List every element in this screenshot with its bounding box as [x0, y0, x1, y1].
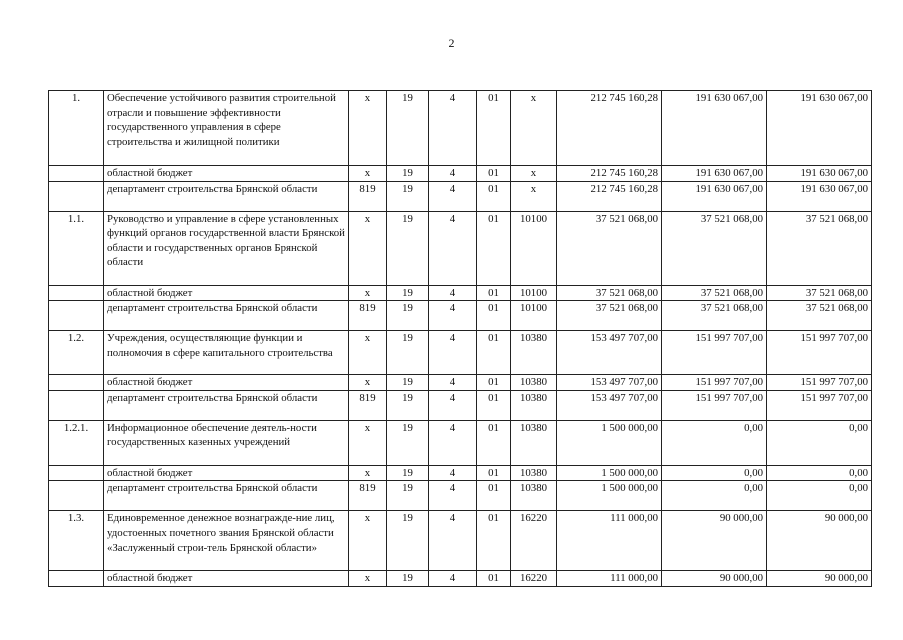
- event-code: 01: [477, 166, 511, 182]
- amount-year-2: 191 630 067,00: [662, 166, 767, 182]
- amount-year-1: 212 745 160,28: [557, 91, 662, 166]
- subprogram-code: 4: [429, 181, 477, 211]
- amount-year-1: 1 500 000,00: [557, 481, 662, 511]
- table-row: [49, 331, 872, 375]
- direction-code: х: [511, 181, 557, 211]
- direction-code: 10100: [511, 301, 557, 331]
- row-number: [49, 375, 104, 391]
- amount-year-3: 151 997 707,00: [767, 331, 872, 375]
- event-code: 01: [477, 465, 511, 481]
- amount-year-3: 37 521 068,00: [767, 211, 872, 285]
- direction-code: 10380: [511, 420, 557, 465]
- admin-code: 819: [349, 481, 387, 511]
- direction-code: 16220: [511, 511, 557, 571]
- amount-year-1: 111 000,00: [557, 571, 662, 587]
- subprogram-code: 4: [429, 285, 477, 301]
- subprogram-code: 4: [429, 420, 477, 465]
- row-number: 1.2.1.: [49, 420, 104, 465]
- admin-code: х: [349, 166, 387, 182]
- program-code: 19: [387, 481, 429, 511]
- admin-code: х: [349, 571, 387, 587]
- amount-year-2: 37 521 068,00: [662, 285, 767, 301]
- program-code: 19: [387, 301, 429, 331]
- item-name: департамент строительства Брянской области: [104, 181, 349, 211]
- program-code: 19: [387, 331, 429, 375]
- event-code: 01: [477, 91, 511, 166]
- budget-table: [48, 90, 872, 587]
- item-name: Обеспечение устойчивого развития строительной отрасли и повышение эффективности государственного управления в сфере строительства и жилищной политики: [104, 91, 349, 166]
- row-number: [49, 465, 104, 481]
- direction-code: 10380: [511, 481, 557, 511]
- amount-year-2: 0,00: [662, 481, 767, 511]
- subprogram-code: 4: [429, 211, 477, 285]
- table-row: [49, 91, 872, 166]
- table-row: [49, 211, 872, 285]
- program-code: 19: [387, 211, 429, 285]
- row-number: [49, 301, 104, 331]
- amount-year-3: 90 000,00: [767, 511, 872, 571]
- direction-code: 10380: [511, 390, 557, 420]
- subprogram-code: 4: [429, 166, 477, 182]
- program-code: 19: [387, 91, 429, 166]
- row-number: [49, 390, 104, 420]
- direction-code: 10100: [511, 285, 557, 301]
- table-row: [49, 181, 872, 211]
- amount-year-1: 153 497 707,00: [557, 331, 662, 375]
- admin-code: х: [349, 331, 387, 375]
- table-row: [49, 166, 872, 182]
- direction-code: 10380: [511, 465, 557, 481]
- program-code: 19: [387, 390, 429, 420]
- event-code: 01: [477, 375, 511, 391]
- subprogram-code: 4: [429, 301, 477, 331]
- amount-year-3: 0,00: [767, 481, 872, 511]
- budget-table-body: [49, 91, 872, 587]
- program-code: 19: [387, 465, 429, 481]
- item-name: областной бюджет: [104, 571, 349, 587]
- admin-code: х: [349, 465, 387, 481]
- row-number: [49, 571, 104, 587]
- amount-year-2: 0,00: [662, 465, 767, 481]
- item-name: Единовременное денежное вознагражде-ние лиц, удостоенных почетного звания Брянской области «Заслуженный строи-тель Брянской области»: [104, 511, 349, 571]
- direction-code: 10100: [511, 211, 557, 285]
- admin-code: х: [349, 211, 387, 285]
- event-code: 01: [477, 390, 511, 420]
- subprogram-code: 4: [429, 511, 477, 571]
- row-number: [49, 181, 104, 211]
- amount-year-2: 37 521 068,00: [662, 211, 767, 285]
- item-name: областной бюджет: [104, 166, 349, 182]
- admin-code: х: [349, 420, 387, 465]
- amount-year-2: 90 000,00: [662, 511, 767, 571]
- row-number: 1.2.: [49, 331, 104, 375]
- item-name: департамент строительства Брянской области: [104, 481, 349, 511]
- page-number: 2: [448, 36, 455, 50]
- event-code: 01: [477, 331, 511, 375]
- amount-year-2: 191 630 067,00: [662, 181, 767, 211]
- amount-year-3: 151 997 707,00: [767, 390, 872, 420]
- program-code: 19: [387, 166, 429, 182]
- event-code: 01: [477, 301, 511, 331]
- admin-code: 819: [349, 181, 387, 211]
- event-code: 01: [477, 420, 511, 465]
- amount-year-3: 0,00: [767, 420, 872, 465]
- row-number: [49, 481, 104, 511]
- subprogram-code: 4: [429, 465, 477, 481]
- admin-code: х: [349, 91, 387, 166]
- program-code: 19: [387, 420, 429, 465]
- amount-year-3: 0,00: [767, 465, 872, 481]
- amount-year-2: 90 000,00: [662, 571, 767, 587]
- program-code: 19: [387, 511, 429, 571]
- item-name: Учреждения, осуществляющие функции и полномочия в сфере капитального строительства: [104, 331, 349, 375]
- amount-year-1: 1 500 000,00: [557, 420, 662, 465]
- amount-year-3: 151 997 707,00: [767, 375, 872, 391]
- subprogram-code: 4: [429, 571, 477, 587]
- table-row: [49, 511, 872, 571]
- event-code: 01: [477, 481, 511, 511]
- direction-code: 10380: [511, 331, 557, 375]
- amount-year-2: 191 630 067,00: [662, 91, 767, 166]
- program-code: 19: [387, 181, 429, 211]
- amount-year-3: 191 630 067,00: [767, 181, 872, 211]
- row-number: 1.1.: [49, 211, 104, 285]
- row-number: [49, 166, 104, 182]
- amount-year-2: 0,00: [662, 420, 767, 465]
- subprogram-code: 4: [429, 481, 477, 511]
- amount-year-3: 191 630 067,00: [767, 91, 872, 166]
- event-code: 01: [477, 285, 511, 301]
- amount-year-1: 111 000,00: [557, 511, 662, 571]
- event-code: 01: [477, 511, 511, 571]
- admin-code: х: [349, 375, 387, 391]
- direction-code: 16220: [511, 571, 557, 587]
- table-row: [49, 375, 872, 391]
- item-name: Информационное обеспечение деятель-ности государственных казенных учреждений: [104, 420, 349, 465]
- item-name: Руководство и управление в сфере установленных функций органов государственной власти Брянской области и государственных органов Брянской области: [104, 211, 349, 285]
- amount-year-1: 153 497 707,00: [557, 375, 662, 391]
- table-row: [49, 420, 872, 465]
- amount-year-2: 37 521 068,00: [662, 301, 767, 331]
- amount-year-1: 153 497 707,00: [557, 390, 662, 420]
- amount-year-1: 37 521 068,00: [557, 285, 662, 301]
- admin-code: х: [349, 511, 387, 571]
- amount-year-3: 90 000,00: [767, 571, 872, 587]
- direction-code: х: [511, 166, 557, 182]
- amount-year-1: 37 521 068,00: [557, 301, 662, 331]
- subprogram-code: 4: [429, 390, 477, 420]
- item-name: департамент строительства Брянской области: [104, 301, 349, 331]
- event-code: 01: [477, 571, 511, 587]
- amount-year-1: 37 521 068,00: [557, 211, 662, 285]
- program-code: 19: [387, 285, 429, 301]
- program-code: 19: [387, 571, 429, 587]
- amount-year-1: 212 745 160,28: [557, 181, 662, 211]
- table-row: [49, 301, 872, 331]
- subprogram-code: 4: [429, 331, 477, 375]
- amount-year-3: 37 521 068,00: [767, 301, 872, 331]
- direction-code: 10380: [511, 375, 557, 391]
- amount-year-1: 1 500 000,00: [557, 465, 662, 481]
- amount-year-2: 151 997 707,00: [662, 375, 767, 391]
- amount-year-2: 151 997 707,00: [662, 390, 767, 420]
- item-name: департамент строительства Брянской области: [104, 390, 349, 420]
- event-code: 01: [477, 181, 511, 211]
- amount-year-1: 212 745 160,28: [557, 166, 662, 182]
- item-name: областной бюджет: [104, 465, 349, 481]
- amount-year-2: 151 997 707,00: [662, 331, 767, 375]
- admin-code: х: [349, 285, 387, 301]
- row-number: 1.: [49, 91, 104, 166]
- table-row: [49, 285, 872, 301]
- table-row: [49, 481, 872, 511]
- item-name: областной бюджет: [104, 285, 349, 301]
- table-row: [49, 390, 872, 420]
- row-number: [49, 285, 104, 301]
- item-name: областной бюджет: [104, 375, 349, 391]
- amount-year-3: 37 521 068,00: [767, 285, 872, 301]
- table-row: [49, 571, 872, 587]
- admin-code: 819: [349, 390, 387, 420]
- admin-code: 819: [349, 301, 387, 331]
- amount-year-3: 191 630 067,00: [767, 166, 872, 182]
- subprogram-code: 4: [429, 91, 477, 166]
- event-code: 01: [477, 211, 511, 285]
- direction-code: х: [511, 91, 557, 166]
- subprogram-code: 4: [429, 375, 477, 391]
- table-row: [49, 465, 872, 481]
- row-number: 1.3.: [49, 511, 104, 571]
- program-code: 19: [387, 375, 429, 391]
